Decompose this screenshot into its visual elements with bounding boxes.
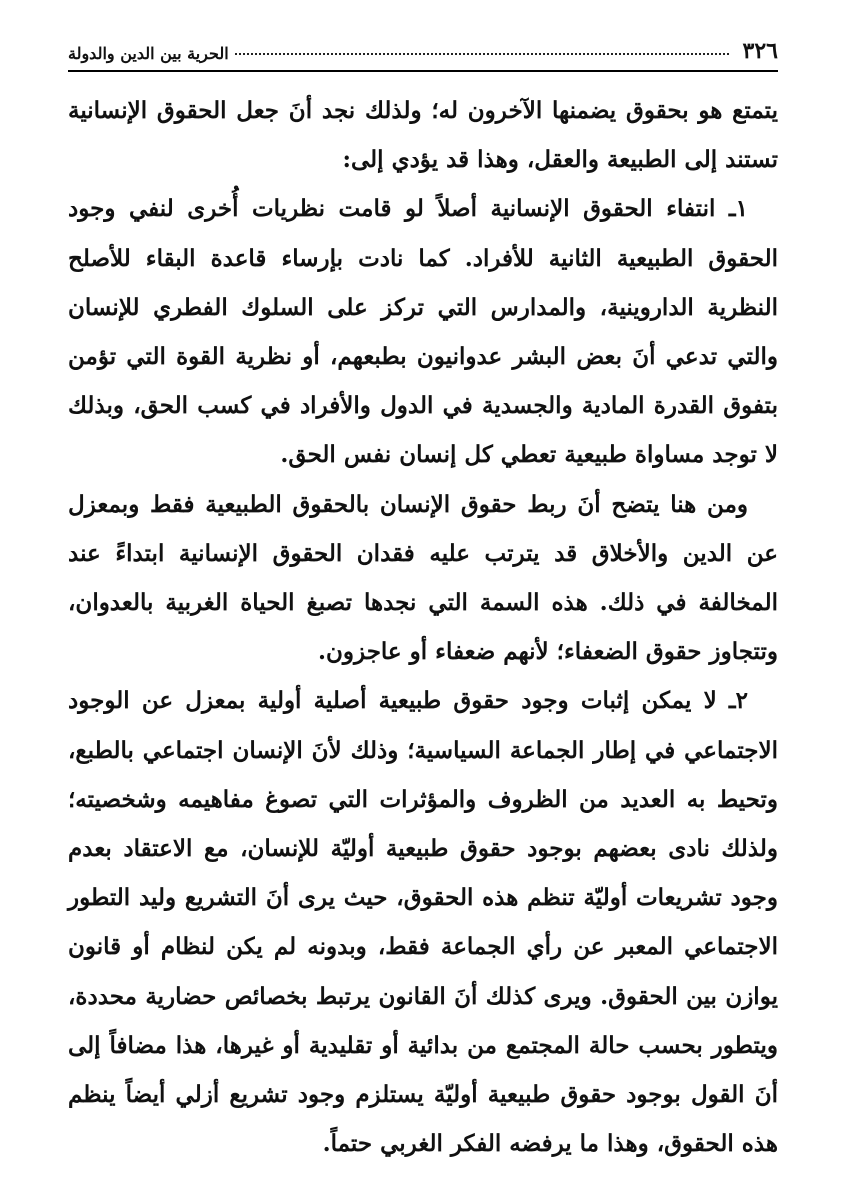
page-number: ٣٢٦ xyxy=(742,38,778,64)
paragraph-commentary: ومن هنا يتضح أنَ ربط حقوق الإنسان بالحقوق الطبيعية فقط وبمعزل عن الدين والأخلاق قد يترتب عليه فقدان الحقوق الإنسانية ابتداءً عند المخالفة في ذلك. هذه السمة التي نجدها تصبغ الحياة الغربية بالعدوان، وتتجاوز حقوق الضعفاء؛ لأنهم ضعفاء أو عاجزون. xyxy=(68,490,778,666)
header-rule xyxy=(68,70,778,72)
header-dot-leader xyxy=(235,53,729,55)
book-page xyxy=(68,30,778,1176)
body-text xyxy=(68,86,778,1168)
running-header xyxy=(68,30,778,62)
paragraph-continuation: يتمتع هو بحقوق يضمنها الآخرون له؛ ولذلك نجد أنَ جعل الحقوق الإنسانية تستند إلى الطبيعة والعقل، وهذا قد يؤدي إلى: xyxy=(68,97,778,174)
paragraph-point-2: ٢ـ لا يمكن إثبات وجود حقوق طبيعية أصلية أولية بمعزل عن الوجود الاجتماعي في إطار الجماعة السياسية؛ وذلك لأنَ الإنسان اجتماعي بالطبع، وتحيط به العديد من الظروف والمؤثرات التي تصوغ مفاهيمه وشخصيته؛ ولذلك نادى بعضهم بوجود حقوق طبيعية أوليّة للإنسان، مع الاعتقاد بعدم وجود تشريعات أوليّة تنظم هذه الحقوق، حيث يرى أنَ التشريع وليد التطور الاجتماعي المعبر عن رأي الجماعة فقط، وبدونه لم يكن لنظام أو قانون يوازن بين الحقوق. ويرى كذلك أنَ القانون يرتبط بخصائص حضارية محددة، ويتطور بحسب حالة المجتمع من بدائية أو تقليدية أو غيرها، هذا مضافاً إلى أنَ القول بوجود حقوق طبيعية أوليّة يستلزم وجود تشريع أزلي أيضاً ينظم هذه الحقوق، وهذا ما يرفضه الفكر الغربي حتماً. xyxy=(68,687,778,1158)
running-title: الحرية بين الدين والدولة xyxy=(68,44,229,63)
paragraph-point-1: ١ـ انتفاء الحقوق الإنسانية أصلاً لو قامت نظريات أُخرى لنفي وجود الحقوق الطبيعية الثانية للأفراد. كما نادت بإرساء قاعدة البقاء للأصلح النظرية الداروينية، والمدارس التي تركز على السلوك الفطري للإنسان والتي تدعي أنَ بعض البشر عدوانيون بطبعهم، أو نظرية القوة التي تؤمن بتفوق القدرة المادية والجسدية في الدول والأفراد في كسب الحق، وبذلك لا توجد مساواة طبيعية تعطي كل إنسان نفس الحق. xyxy=(68,195,778,469)
